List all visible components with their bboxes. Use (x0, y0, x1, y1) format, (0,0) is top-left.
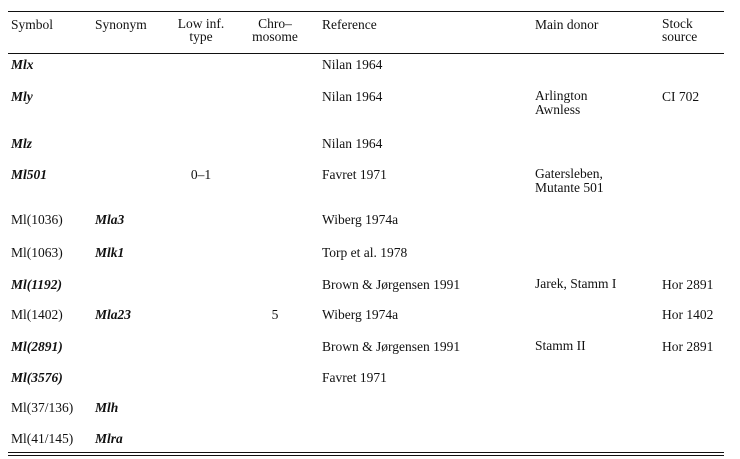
cell-synonym: Mla23 (95, 307, 132, 322)
header-main-donor: Main donor (535, 17, 599, 32)
cell-symbol: Ml(1063) (11, 245, 63, 260)
cell-main-donor: Arlington Awnless (535, 88, 588, 117)
header-symbol: Symbol (11, 17, 54, 32)
cell-symbol: Ml(3576) (11, 370, 63, 385)
cell-reference: Nilan 1964 (322, 89, 383, 104)
cell-reference: Brown & Jørgensen 1991 (322, 339, 461, 354)
header-reference: Reference (322, 17, 377, 32)
cell-symbol: Ml(1402) (11, 307, 63, 322)
cell-stock-source: Hor 2891 (662, 339, 714, 354)
cell-symbol: Ml(41/145) (11, 431, 74, 446)
cell-synonym: Mla3 (95, 212, 125, 227)
cell-reference: Wiberg 1974a (322, 307, 399, 322)
cell-symbol: Ml(37/136) (11, 400, 74, 415)
cell-symbol: Mlz (11, 136, 33, 151)
cell-synonym: Mlh (95, 400, 119, 415)
cell-reference: Nilan 1964 (322, 57, 383, 72)
cell-reference: Favret 1971 (322, 167, 387, 182)
cell-symbol: Ml(2891) (11, 339, 63, 354)
cell-symbol: Mlx (11, 57, 34, 72)
bottom-rule (8, 452, 724, 453)
cell-chromosome: 5 (271, 307, 279, 322)
header-rule (8, 53, 724, 54)
cell-synonym: Mlk1 (95, 245, 125, 260)
cell-reference: Favret 1971 (322, 370, 387, 385)
cell-main-donor: Gatersleben, Mutante 501 (535, 166, 604, 195)
header-low-inf-type: Low inf. type (177, 16, 225, 44)
bottom-rule-double (8, 455, 724, 456)
cell-reference: Brown & Jørgensen 1991 (322, 277, 461, 292)
cell-main-donor: Jarek, Stamm I (535, 276, 617, 291)
cell-low-inf-type: 0–1 (190, 167, 212, 182)
cell-symbol: Ml(1192) (11, 277, 63, 292)
cell-main-donor: Stamm II (535, 338, 586, 353)
cell-reference: Wiberg 1974a (322, 212, 399, 227)
cell-symbol: Mly (11, 89, 33, 104)
cell-stock-source: CI 702 (662, 89, 700, 104)
cell-symbol: Ml501 (11, 167, 48, 182)
header-chromosome: Chro– mosome (252, 16, 298, 44)
cell-synonym: Mlra (95, 431, 123, 446)
cell-symbol: Ml(1036) (11, 212, 63, 227)
header-synonym: Synonym (95, 17, 147, 32)
header-stock-source: Stock source (662, 16, 698, 44)
cell-stock-source: Hor 1402 (662, 307, 714, 322)
cell-reference: Torp et al. 1978 (322, 245, 408, 260)
cell-reference: Nilan 1964 (322, 136, 383, 151)
cell-stock-source: Hor 2891 (662, 277, 714, 292)
top-rule (8, 11, 724, 12)
